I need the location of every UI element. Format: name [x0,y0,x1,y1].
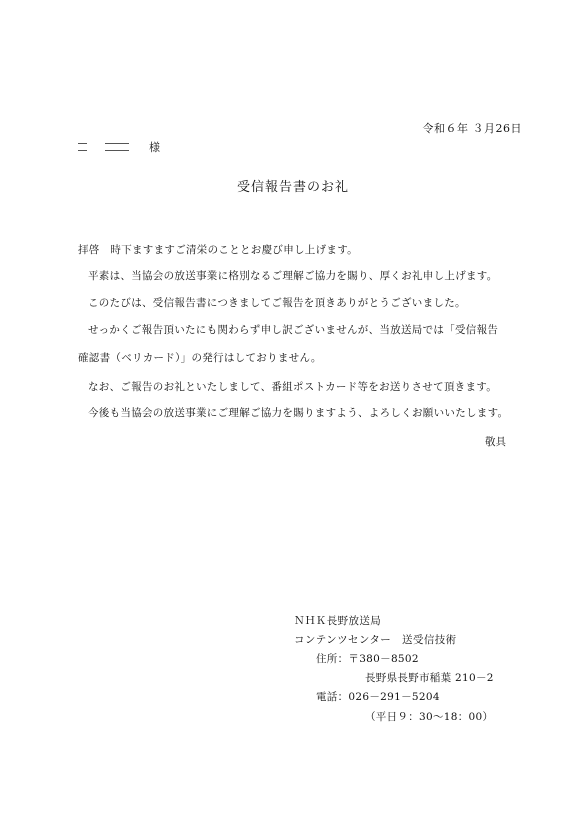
letter-title: 受信報告書のお礼 [236,180,349,195]
closing-word: 敬具 [485,436,506,448]
recipient-line [78,139,160,155]
redacted-name-part-1 [78,143,87,151]
letter-date: 令和６年 ３月26日 [422,122,522,135]
greeting-line: 拝啓 時下ますますご清栄のこととお慶び申し上げます。 [78,244,358,256]
sender-department: コンテンツセンター 送受信技術 [294,634,457,646]
redacted-name-part-2 [105,143,129,151]
body-paragraph-3-line-2: 確認書（ベリカード）」の発行はしておりません。 [78,352,322,364]
sender-postal-code: 住所：〒380－8502 [316,653,419,665]
body-paragraph-3-line-1: せっかくご報告頂いたにも関わらず申し訳ございませんが、当放送局では「受信報告 [88,324,499,336]
sender-organization: ＮＨＫ長野放送局 [294,615,382,627]
recipient-honorific: 様 [149,141,160,154]
body-paragraph-4: なお、ご報告のお礼といたしまして、番組ポストカード等をお送りさせて頂きます。 [88,381,498,393]
body-paragraph-5: 今後も当協会の放送事業にご理解ご協力を賜りますよう、よろしくお願いいたします。 [88,407,509,419]
sender-hours: （平日９：30～18：00） [365,711,494,723]
sender-address: 長野県長野市稲葉 210－2 [365,672,494,684]
body-paragraph-2: このたびは、受信報告書につきましてご報告を頂きありがとうございました。 [88,297,466,309]
sender-phone: 電話：026－291－5204 [316,691,440,703]
body-paragraph-1: 平素は、当協会の放送事業に格別なるご理解ご協力を賜り、厚くお礼申し上げます。 [88,270,498,282]
